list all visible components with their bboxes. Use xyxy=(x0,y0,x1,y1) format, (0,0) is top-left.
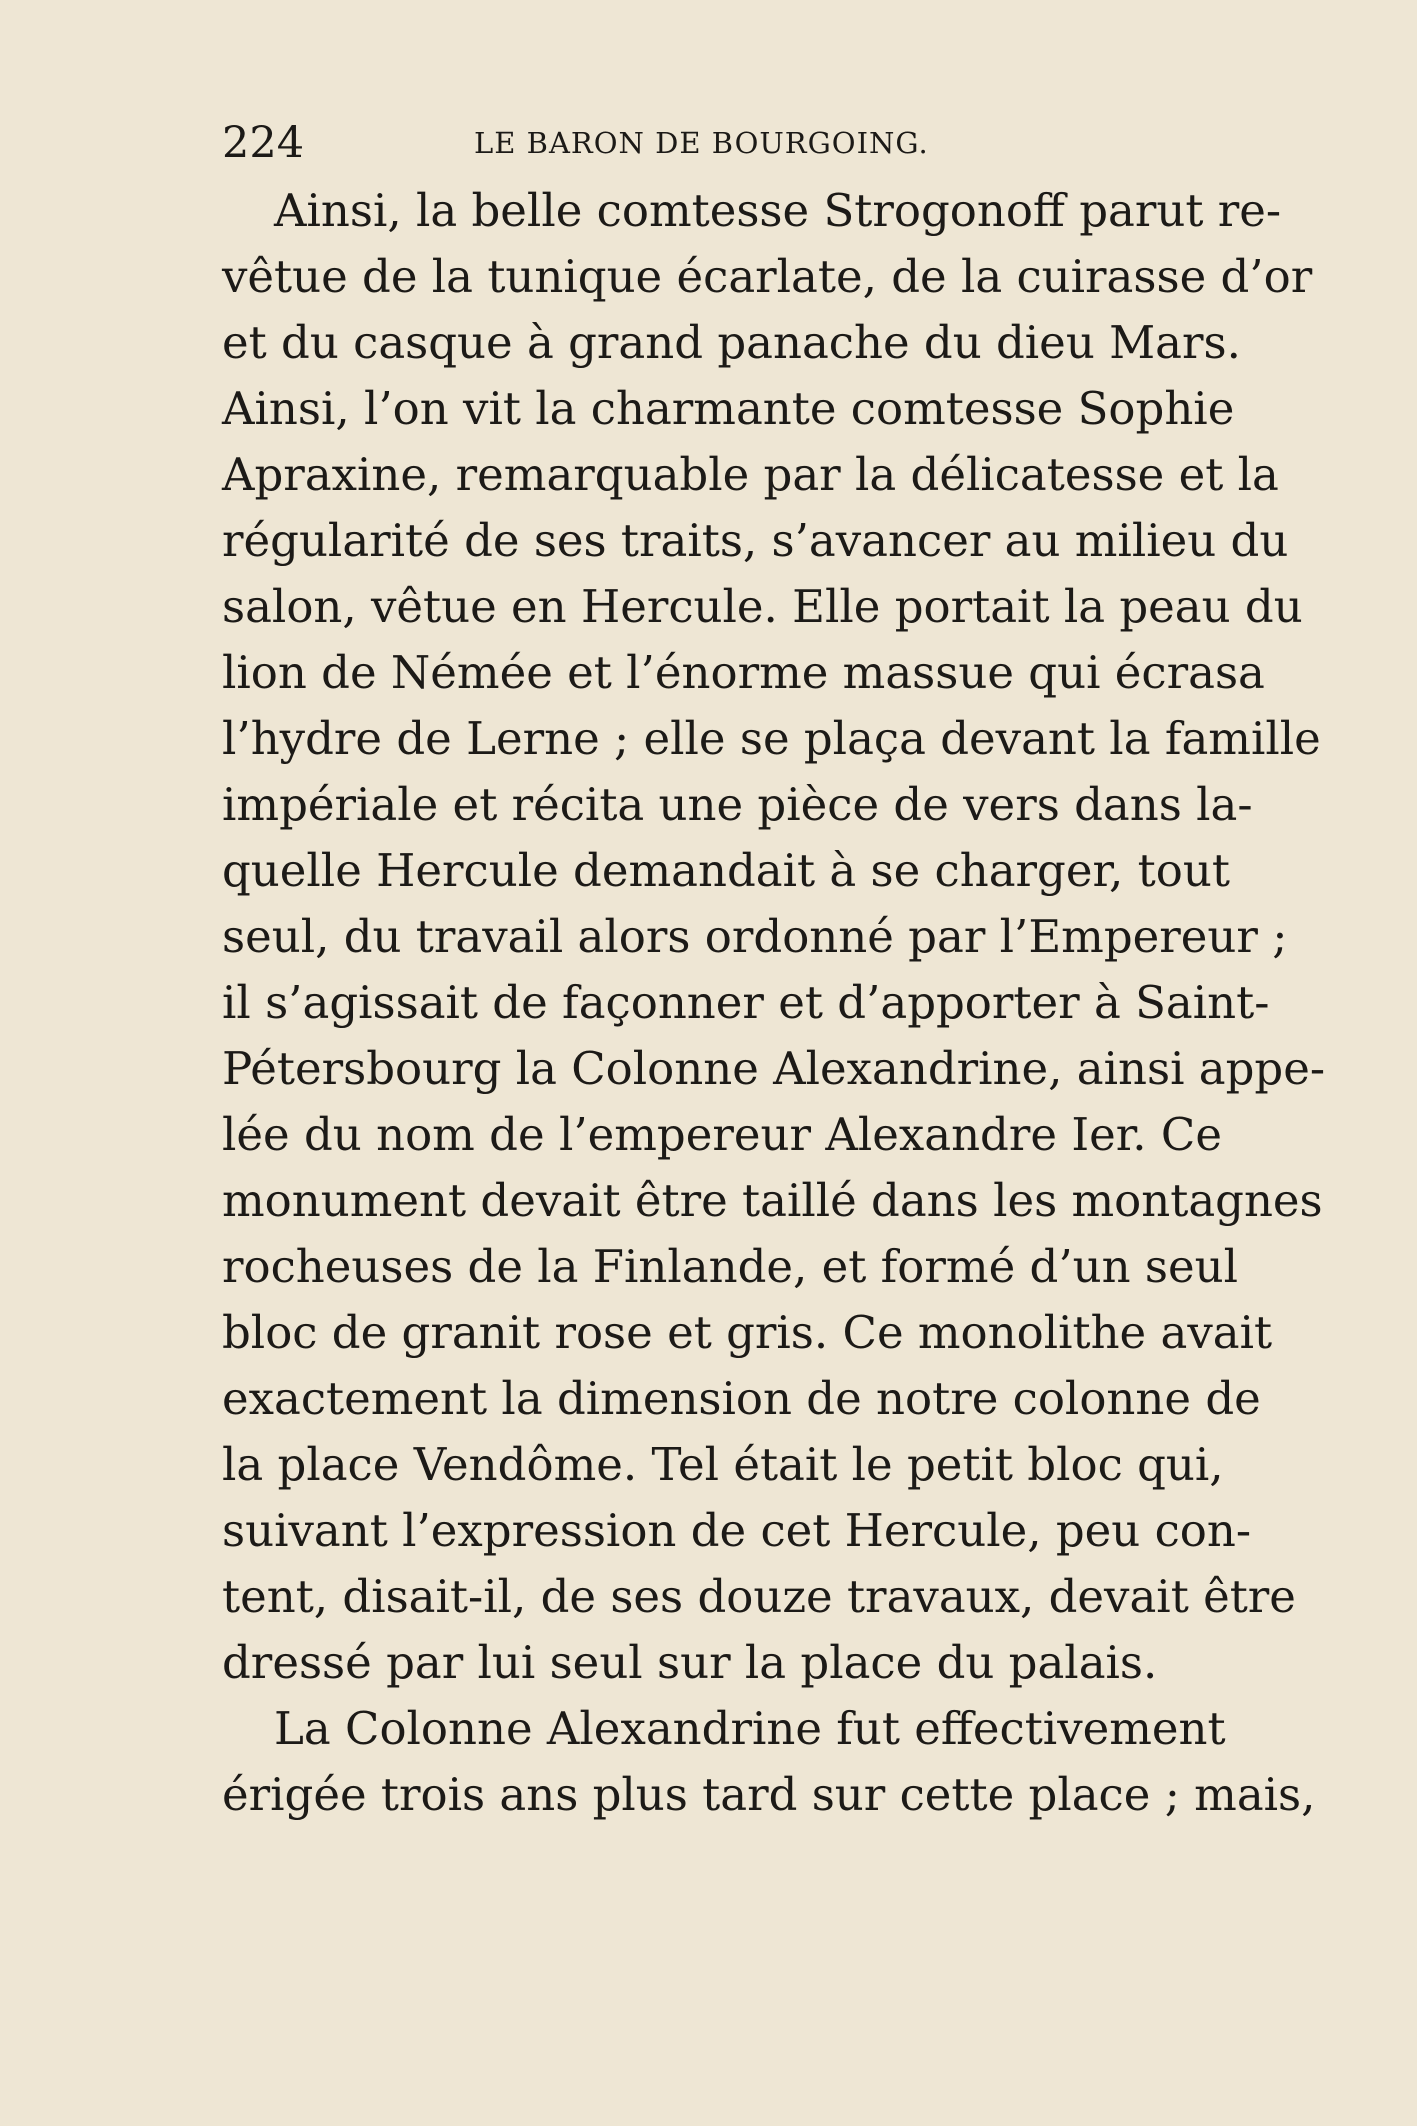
text-line: exactement la dimension de notre colonne de xyxy=(222,1372,1261,1425)
text-line: Apraxine, remarquable par la délicatesse et la xyxy=(222,448,1279,501)
text-line: monument devait être taillé dans les montagnes xyxy=(222,1174,1323,1227)
text-line: bloc de granit rose et gris. Ce monolithe avait xyxy=(222,1306,1273,1359)
text-line: quelle Hercule demandait à se charger, tout xyxy=(222,844,1230,897)
text-line: suivant l’expression de cet Hercule, peu con- xyxy=(222,1504,1252,1557)
text-line: lée du nom de l’empereur Alexandre Ier. Ce xyxy=(222,1108,1222,1161)
paragraph-1 xyxy=(222,178,1326,1696)
text-line: La Colonne Alexandrine fut effectivement xyxy=(274,1702,1226,1755)
page-header xyxy=(222,118,1222,168)
text-line: salon, vêtue en Hercule. Elle portait la peau du xyxy=(222,580,1303,633)
text-line: dressé par lui seul sur la place du palais. xyxy=(222,1636,1158,1689)
text-line: Pétersbourg la Colonne Alexandrine, ainsi appe- xyxy=(222,1042,1326,1095)
text-line: lion de Némée et l’énorme massue qui écrasa xyxy=(222,646,1265,699)
text-line: et du casque à grand panache du dieu Mars. xyxy=(222,316,1241,369)
paragraph-2 xyxy=(222,1696,1316,1828)
text-line: Ainsi, l’on vit la charmante comtesse Sophie xyxy=(222,382,1235,435)
text-line: l’hydre de Lerne ; elle se plaça devant la famille xyxy=(222,712,1321,765)
page-number: 224 xyxy=(222,118,305,168)
text-line: la place Vendôme. Tel était le petit bloc qui, xyxy=(222,1438,1224,1491)
text-line: régularité de ses traits, s’avancer au milieu du xyxy=(222,514,1289,567)
text-line: seul, du travail alors ordonné par l’Empereur ; xyxy=(222,910,1288,963)
text-line: tent, disait-il, de ses douze travaux, devait être xyxy=(222,1570,1296,1623)
text-line: vêtue de la tunique écarlate, de la cuirasse d’or xyxy=(222,250,1313,303)
text-line: rocheuses de la Finlande, et formé d’un seul xyxy=(222,1240,1238,1293)
running-title: LE BARON DE BOURGOING. xyxy=(474,126,929,160)
text-line: érigée trois ans plus tard sur cette place ; mais, xyxy=(222,1768,1316,1821)
text-line: impériale et récita une pièce de vers dans la- xyxy=(222,778,1253,831)
body-text xyxy=(222,178,1326,1828)
text-line: il s’agissait de façonner et d’apporter à Saint- xyxy=(222,976,1270,1029)
text-line: Ainsi, la belle comtesse Strogonoff parut re- xyxy=(274,184,1282,237)
